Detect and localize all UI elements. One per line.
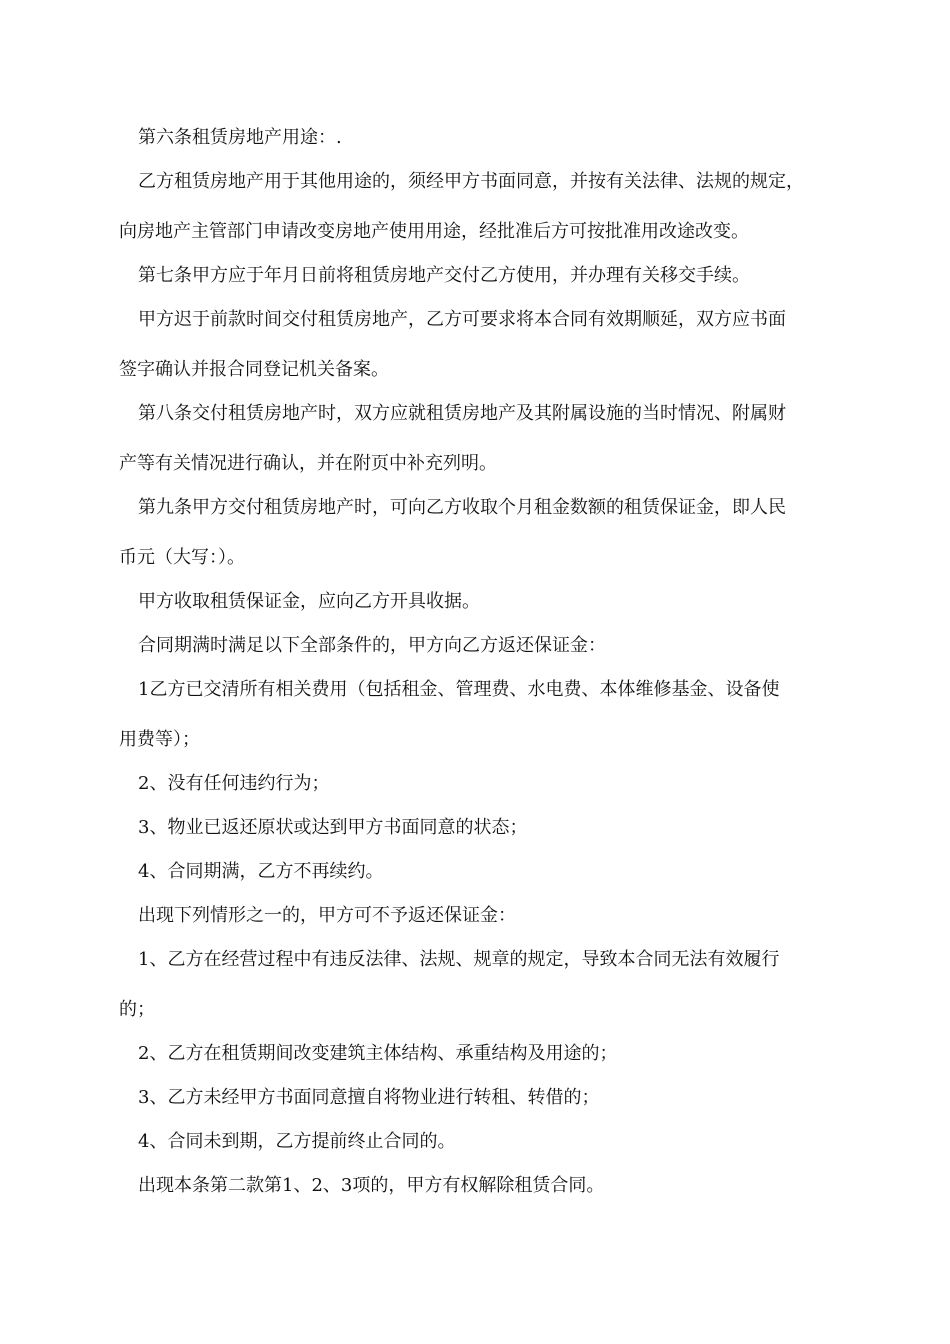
text-line — [119, 488, 786, 528]
text-line — [119, 300, 786, 340]
text-line — [119, 670, 779, 710]
article-6-heading: 第六条租赁房地产用途：. — [138, 127, 342, 148]
text-line — [119, 162, 804, 202]
article-8-heading: 第八条交付租赁房地产时，双方应就租赁房地产及其附属设施的当时情况、附属财 — [138, 403, 786, 424]
paragraph-line: 合同期满时满足以下全部条件的，甲方向乙方返还保证金： — [138, 635, 606, 656]
paragraph-line: 向房地产主管部门申请改变房地产使用用途，经批准后方可按批准用改途改变。 — [119, 221, 749, 242]
text-line — [119, 538, 245, 578]
paragraph-line: 乙方租赁房地产用于其他用途的，须经甲方书面同意，并按有关法律、法规的规定， — [138, 171, 804, 192]
text-line — [119, 256, 750, 296]
text-line — [119, 896, 516, 936]
text-line — [119, 940, 779, 980]
text-line — [119, 764, 329, 804]
list-item: 4、合同期满，乙方不再续约。 — [138, 861, 384, 882]
text-line — [119, 1166, 604, 1206]
list-item: 3、乙方未经甲方书面同意擅自将物业进行转租、转借的； — [138, 1087, 600, 1108]
text-line — [119, 394, 786, 434]
text-line — [119, 1034, 617, 1074]
paragraph-line: 出现下列情形之一的，甲方可不予返还保证金： — [138, 905, 516, 926]
text-line — [119, 990, 155, 1030]
list-item: 1、乙方在经营过程中有违反法律、法规、规章的规定，导致本合同无法有效履行 — [138, 949, 780, 970]
text-line — [119, 582, 480, 622]
paragraph-line: 甲方收取租赁保证金，应向乙方开具收据。 — [138, 591, 480, 612]
list-item: 2、没有任何违约行为； — [138, 773, 330, 794]
text-line — [119, 626, 606, 666]
paragraph-line: 签字确认并报合同登记机关备案。 — [119, 359, 389, 380]
paragraph-line: 产等有关情况进行确认，并在附页中补充列明。 — [119, 453, 497, 474]
list-item: 1乙方已交清所有相关费用（包括租金、管理费、水电费、本体维修基金、设备使 — [138, 679, 780, 700]
paragraph-line: 币元（大写：）。 — [119, 547, 245, 568]
text-line — [119, 1122, 455, 1162]
list-item: 3、物业已返还原状或达到甲方书面同意的状态； — [138, 817, 528, 838]
paragraph-line: 出现本条第二款第1、2、3项的，甲方有权解除租赁合同。 — [138, 1175, 605, 1196]
list-item-continuation: 用费等）； — [119, 729, 200, 750]
list-item: 4、合同未到期，乙方提前终止合同的。 — [138, 1131, 456, 1152]
text-line — [119, 118, 342, 158]
text-line — [119, 720, 200, 760]
article-9-heading: 第九条甲方交付租赁房地产时，可向乙方收取个月租金数额的租赁保证金，即人民 — [138, 497, 786, 518]
list-item-continuation: 的； — [119, 999, 155, 1020]
text-line — [119, 808, 527, 848]
list-item: 2、乙方在租赁期间改变建筑主体结构、承重结构及用途的； — [138, 1043, 618, 1064]
text-line — [119, 444, 497, 484]
text-line — [119, 1078, 599, 1118]
text-line — [119, 852, 383, 892]
text-line — [119, 350, 389, 390]
article-7-heading: 第七条甲方应于年月日前将租赁房地产交付乙方使用，并办理有关移交手续。 — [138, 265, 750, 286]
paragraph-line: 甲方迟于前款时间交付租赁房地产，乙方可要求将本合同有效期顺延，双方应书面 — [138, 309, 786, 330]
text-line — [119, 212, 749, 252]
